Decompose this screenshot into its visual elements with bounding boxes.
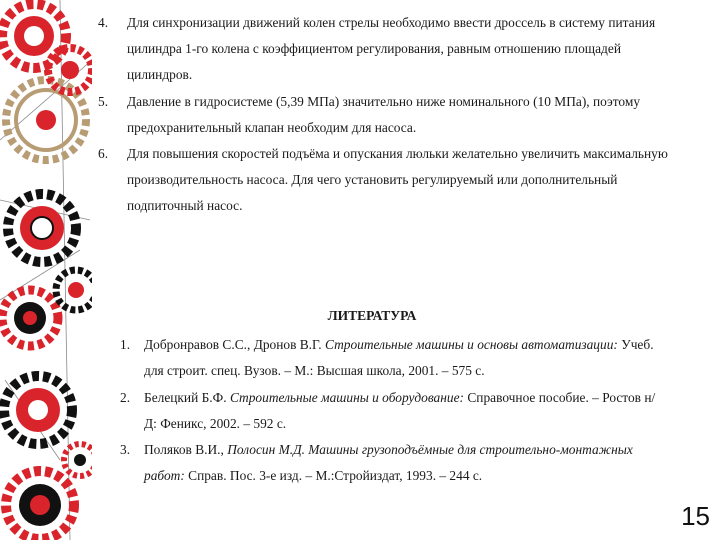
ref-details: Справочное пособие. – Ростов н/Д: Феникс, 2002. – 592 с. bbox=[144, 389, 656, 431]
ref-details: Справ. Пос. 3-е изд. – М.:Стройиздат, 1993. – 244 с. bbox=[188, 468, 483, 484]
gear-beige bbox=[6, 80, 86, 160]
ref-number: 1. bbox=[120, 337, 131, 352]
gear-3 bbox=[8, 194, 76, 262]
list-item bbox=[98, 141, 678, 220]
gear-5 bbox=[56, 270, 92, 310]
conclusions-list bbox=[98, 10, 678, 220]
ref-title: Строительные машины и оборудование: bbox=[229, 389, 464, 405]
list-item bbox=[98, 10, 678, 89]
ref-author: Белецкий Б.Ф. bbox=[144, 389, 227, 405]
gear-decoration bbox=[0, 0, 92, 540]
ref-title: Строительные машины и основы автоматизации: bbox=[324, 337, 618, 352]
ref-author: Добронравов С.С., Дронов В.Г. bbox=[144, 337, 322, 352]
ref-details: Учеб. для строит. спец. Вузов. – М.: Высшая школа, 2001. – 575 с. bbox=[144, 337, 654, 379]
ref-number: 3. bbox=[120, 442, 131, 458]
page-number: 15 bbox=[681, 501, 710, 531]
gear-1 bbox=[2, 4, 66, 68]
item-number: 5. bbox=[98, 93, 109, 109]
gear-7 bbox=[6, 471, 74, 539]
ref-title: Полосин М.Д. Машины грузоподъёмные для строительно-монтажных работ: bbox=[144, 442, 633, 484]
ref-number: 2. bbox=[120, 389, 131, 405]
item-text: Давление в гидросистеме (5,39 МПа) значительно ниже номинального (10 МПа), поэтому предохранительный клапан необходим для насоса. bbox=[127, 93, 641, 135]
reference-item bbox=[120, 437, 665, 490]
reference-item bbox=[120, 385, 665, 438]
literature-title: ЛИТЕРАТУРА bbox=[327, 308, 417, 323]
item-number: 4. bbox=[98, 15, 109, 30]
item-text: Для повышения скоростей подъёма и опускания люльки желательно увеличить максимальную производительность насоса. Для чего установить регулируемый или дополнительный подпиточный насос. bbox=[127, 146, 668, 214]
item-text: Для синхронизации движений колен стрелы необходимо ввести дроссель в систему питания цилиндра 1-го колена с коэффициентом регулирования, равным отношению площадей цилиндров. bbox=[127, 15, 656, 83]
references-list bbox=[120, 332, 665, 490]
list-item bbox=[98, 89, 678, 141]
item-number: 6. bbox=[98, 146, 109, 162]
reference-item bbox=[120, 332, 665, 385]
ref-author: Поляков В.И., bbox=[144, 442, 224, 458]
gear-6 bbox=[4, 376, 72, 444]
